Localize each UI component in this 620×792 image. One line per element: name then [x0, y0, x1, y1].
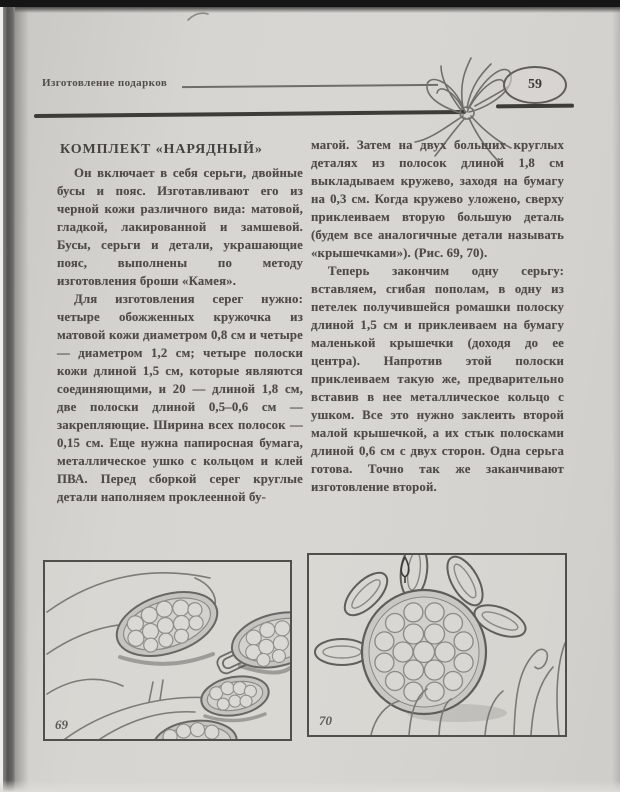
figure-number: 69: [55, 717, 68, 732]
header-thin-rule: [182, 84, 438, 88]
scan-right-edge: [612, 7, 620, 792]
paragraph: магой. Затем на двух больших круглых деталях из полосок длиной 1,8 см выкладываем кружево, заходя на бумагу на 0,3 см. Когда кружево уложено, сверху приклеиваем вторую большую деталь (будем все аналогичные детали называть «крышечками»). (Рис. 69, 70).: [311, 138, 564, 260]
paragraph: Для изготовления серег нужно: четыре обожженных кружочка из матовой кожи диаметром 0,8 см и четыре — диаметром 1,2 см; четыре полоски кожи длиной 1,5 см, которые являются соединяющими, и 20 — длиной 1,8 см, две полоски длиной 0,5–0,6 см — закрепляющие. Ширина всех полосок — 0,15 см. Еще нужна папиросная бумага, металлическое ушко с кольцом и клей ПВА. Перед сборкой серег круглые детали наполняем проклеенной бу-: [57, 292, 303, 504]
figure-69: [43, 560, 292, 741]
scan-bottom-edge: [0, 780, 620, 792]
figure-70: [307, 553, 567, 737]
article-title: КОМПЛЕКТ «НАРЯДНЫЙ»: [60, 142, 263, 157]
figure-number: 70: [319, 713, 332, 728]
paragraph: Он включает в себя серьги, двойные бусы и пояс. Изготавливают его из черной кожи различного вида: матовой, гладкой, лакированной и замшевой. Бусы, серьги и детали, украшающие пояс, выполнены по методу изготовления броши «Камея».: [57, 166, 303, 288]
fig69-illustration: [45, 562, 290, 739]
left-column: [57, 164, 303, 506]
fig70-illustration: [309, 555, 565, 735]
running-header: Изготовление подарков: [42, 77, 168, 89]
scan-binding-shadow: [3, 7, 15, 792]
page-number: 59: [528, 77, 542, 92]
right-column: [311, 136, 564, 496]
scan-top-edge-fade: [0, 7, 620, 13]
header-thick-rule: [34, 110, 466, 118]
paragraph: Теперь закончим одну серьгу: вставляем, сгибая пополам, в одну из петелек получившейся ромашки полоску длиной 1,5 см и приклеиваем на бумагу маленькой крышечки (доходя до ее центра). Напротив этой полоски приклеиваем такую же, предварительно вставив в нее металлическое кольцо с ушком. Все это нужно заклеить второй малой крышечкой, а их стык полосками длиной 0,6 см с двух сторон. Одна серьга готова. Точно так же заканчивают изготовление второй.: [311, 264, 564, 494]
scan-binding-shadow-fade: [15, 7, 29, 792]
page-number-badge: [503, 66, 567, 104]
scan-top-edge: [0, 0, 620, 7]
scan-smudge-mark: [185, 8, 211, 24]
